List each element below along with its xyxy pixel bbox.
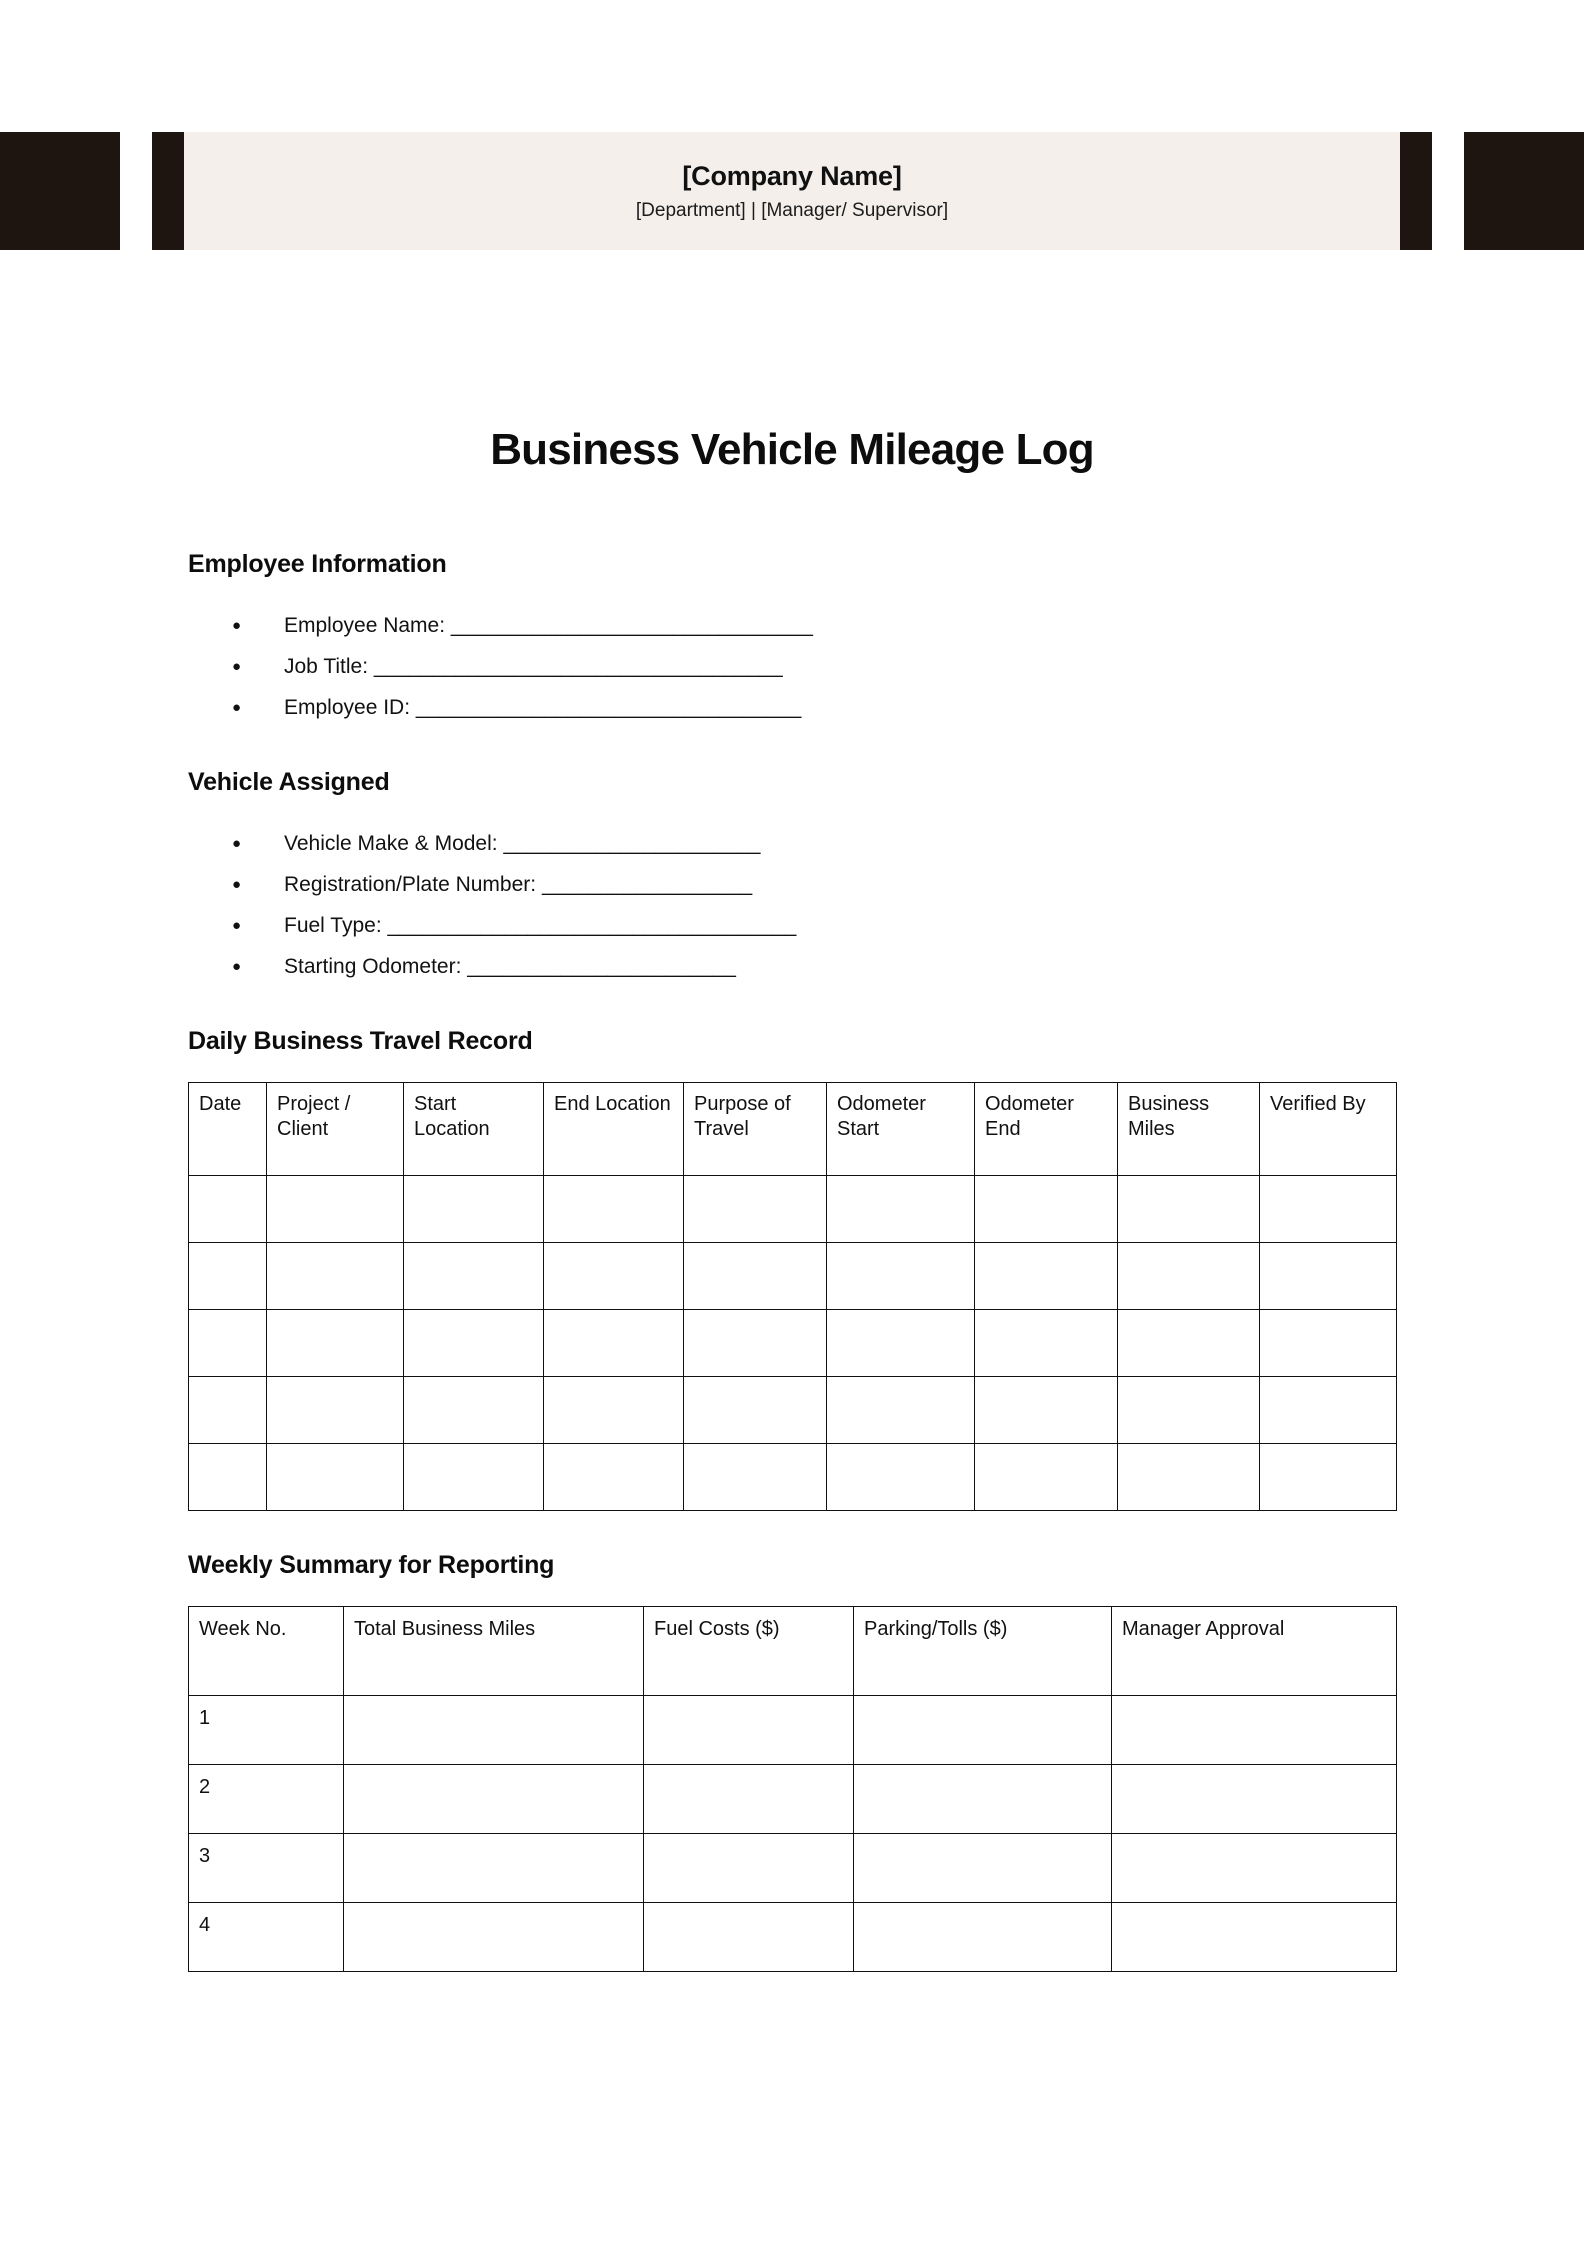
daily-business-travel-record-heading: Daily Business Travel Record — [188, 1027, 533, 1055]
cell-end-location[interactable] — [544, 1444, 684, 1511]
cell-date[interactable] — [189, 1176, 267, 1243]
cell-purpose-of-travel[interactable] — [684, 1444, 827, 1511]
cell-purpose-of-travel[interactable] — [684, 1377, 827, 1444]
cell-purpose-of-travel[interactable] — [684, 1176, 827, 1243]
cell-business-miles[interactable] — [1118, 1243, 1260, 1310]
cell-manager-approval[interactable] — [1112, 1765, 1397, 1834]
cell-odometer-end[interactable] — [975, 1243, 1118, 1310]
column-header-week-no: Week No. — [189, 1607, 344, 1696]
field-employee-name: ● Employee Name: _______________________________ — [232, 605, 1396, 646]
cell-verified-by[interactable] — [1260, 1176, 1397, 1243]
cell-total-business-miles[interactable] — [344, 1903, 644, 1972]
cell-start-location[interactable] — [404, 1243, 544, 1310]
table-header-row — [189, 1083, 1397, 1176]
section-employee-information — [188, 550, 1396, 728]
cell-odometer-start[interactable] — [827, 1310, 975, 1377]
header-accent-block-right-outer — [1464, 132, 1584, 250]
table-row — [189, 1696, 1397, 1765]
column-header-date: Date — [189, 1083, 267, 1176]
employee-information-field-list — [188, 605, 1396, 728]
cell-odometer-end[interactable] — [975, 1176, 1118, 1243]
field-starting-odometer: ● Starting Odometer: _______________________ — [232, 946, 1396, 987]
cell-project-client[interactable] — [267, 1377, 404, 1444]
cell-odometer-start[interactable] — [827, 1377, 975, 1444]
column-header-parking-tolls: Parking/Tolls ($) — [854, 1607, 1112, 1696]
column-header-project-client: Project / Client — [267, 1083, 404, 1176]
daily-travel-table — [188, 1082, 1397, 1511]
cell-odometer-start[interactable] — [827, 1176, 975, 1243]
header-accent-gap-right — [1432, 132, 1464, 250]
weekly-summary-table — [188, 1606, 1397, 1972]
employee-information-heading: Employee Information — [188, 550, 447, 578]
cell-project-client[interactable] — [267, 1176, 404, 1243]
department-manager-line: [Department] | [Manager/ Supervisor] — [635, 199, 949, 221]
cell-start-location[interactable] — [404, 1310, 544, 1377]
cell-parking-tolls[interactable] — [854, 1765, 1112, 1834]
vehicle-assigned-heading: Vehicle Assigned — [188, 768, 390, 796]
cell-project-client[interactable] — [267, 1444, 404, 1511]
cell-start-location[interactable] — [404, 1444, 544, 1511]
cell-manager-approval[interactable] — [1112, 1834, 1397, 1903]
cell-business-miles[interactable] — [1118, 1310, 1260, 1377]
column-header-start-location: Start Location — [404, 1083, 544, 1176]
cell-manager-approval[interactable] — [1112, 1696, 1397, 1765]
section-vehicle-assigned — [188, 768, 1396, 987]
column-header-purpose-of-travel: Purpose of Travel — [684, 1083, 827, 1176]
cell-verified-by[interactable] — [1260, 1310, 1397, 1377]
table-row — [189, 1176, 1397, 1243]
cell-date[interactable] — [189, 1310, 267, 1377]
cell-week-no: 3 — [189, 1834, 344, 1903]
cell-total-business-miles[interactable] — [344, 1834, 644, 1903]
cell-date[interactable] — [189, 1243, 267, 1310]
cell-end-location[interactable] — [544, 1377, 684, 1444]
column-header-total-business-miles: Total Business Miles — [344, 1607, 644, 1696]
header-accent-gap-left — [120, 132, 152, 250]
cell-end-location[interactable] — [544, 1243, 684, 1310]
field-job-title: ● Job Title: ___________________________________ — [232, 646, 1396, 687]
column-header-odometer-start: Odometer Start — [827, 1083, 975, 1176]
cell-verified-by[interactable] — [1260, 1243, 1397, 1310]
cell-total-business-miles[interactable] — [344, 1765, 644, 1834]
cell-fuel-costs[interactable] — [644, 1696, 854, 1765]
column-header-end-location: End Location — [544, 1083, 684, 1176]
column-header-odometer-end: Odometer End — [975, 1083, 1118, 1176]
cell-odometer-end[interactable] — [975, 1444, 1118, 1511]
cell-parking-tolls[interactable] — [854, 1696, 1112, 1765]
header-accent-block-right-inner — [1400, 132, 1432, 250]
cell-project-client[interactable] — [267, 1243, 404, 1310]
header-accent-block-left-inner — [152, 132, 184, 250]
cell-business-miles[interactable] — [1118, 1176, 1260, 1243]
cell-purpose-of-travel[interactable] — [684, 1310, 827, 1377]
table-row — [189, 1377, 1397, 1444]
cell-parking-tolls[interactable] — [854, 1903, 1112, 1972]
cell-business-miles[interactable] — [1118, 1377, 1260, 1444]
cell-parking-tolls[interactable] — [854, 1834, 1112, 1903]
company-name: [Company Name] — [682, 160, 902, 191]
header-center-panel — [184, 132, 1400, 250]
column-header-manager-approval: Manager Approval — [1112, 1607, 1397, 1696]
cell-week-no: 4 — [189, 1903, 344, 1972]
table-header-row — [189, 1607, 1397, 1696]
table-row — [189, 1444, 1397, 1511]
weekly-summary-heading: Weekly Summary for Reporting — [188, 1551, 555, 1579]
field-registration-plate-number: ● Registration/Plate Number: __________________ — [232, 864, 1396, 905]
table-row — [189, 1903, 1397, 1972]
column-header-verified-by: Verified By — [1260, 1083, 1397, 1176]
cell-odometer-end[interactable] — [975, 1377, 1118, 1444]
cell-start-location[interactable] — [404, 1176, 544, 1243]
cell-odometer-start[interactable] — [827, 1243, 975, 1310]
cell-purpose-of-travel[interactable] — [684, 1243, 827, 1310]
cell-verified-by[interactable] — [1260, 1377, 1397, 1444]
document-content — [188, 550, 1396, 2012]
column-header-fuel-costs: Fuel Costs ($) — [644, 1607, 854, 1696]
header-accent-block-left-outer — [0, 132, 120, 250]
cell-start-location[interactable] — [404, 1377, 544, 1444]
cell-week-no: 2 — [189, 1765, 344, 1834]
table-row — [189, 1310, 1397, 1377]
table-row — [189, 1765, 1397, 1834]
cell-odometer-start[interactable] — [827, 1444, 975, 1511]
section-weekly-summary — [188, 1551, 1396, 1972]
field-vehicle-make-model: ● Vehicle Make & Model: ______________________ — [232, 823, 1396, 864]
field-employee-id: ● Employee ID: _________________________________ — [232, 687, 1396, 728]
cell-manager-approval[interactable] — [1112, 1903, 1397, 1972]
table-row — [189, 1243, 1397, 1310]
header-band — [0, 132, 1584, 250]
cell-week-no: 1 — [189, 1696, 344, 1765]
column-header-business-miles: Business Miles — [1118, 1083, 1260, 1176]
cell-fuel-costs[interactable] — [644, 1903, 854, 1972]
cell-project-client[interactable] — [267, 1310, 404, 1377]
page-title: Business Vehicle Mileage Log — [490, 425, 1094, 474]
cell-verified-by[interactable] — [1260, 1444, 1397, 1511]
cell-odometer-end[interactable] — [975, 1310, 1118, 1377]
cell-fuel-costs[interactable] — [644, 1834, 854, 1903]
vehicle-assigned-field-list — [188, 823, 1396, 987]
cell-total-business-miles[interactable] — [344, 1696, 644, 1765]
section-daily-business-travel-record — [188, 1027, 1396, 1511]
field-fuel-type: ● Fuel Type: ___________________________________ — [232, 905, 1396, 946]
cell-date[interactable] — [189, 1377, 267, 1444]
cell-date[interactable] — [189, 1444, 267, 1511]
cell-end-location[interactable] — [544, 1176, 684, 1243]
cell-end-location[interactable] — [544, 1310, 684, 1377]
cell-business-miles[interactable] — [1118, 1444, 1260, 1511]
cell-fuel-costs[interactable] — [644, 1765, 854, 1834]
table-row — [189, 1834, 1397, 1903]
